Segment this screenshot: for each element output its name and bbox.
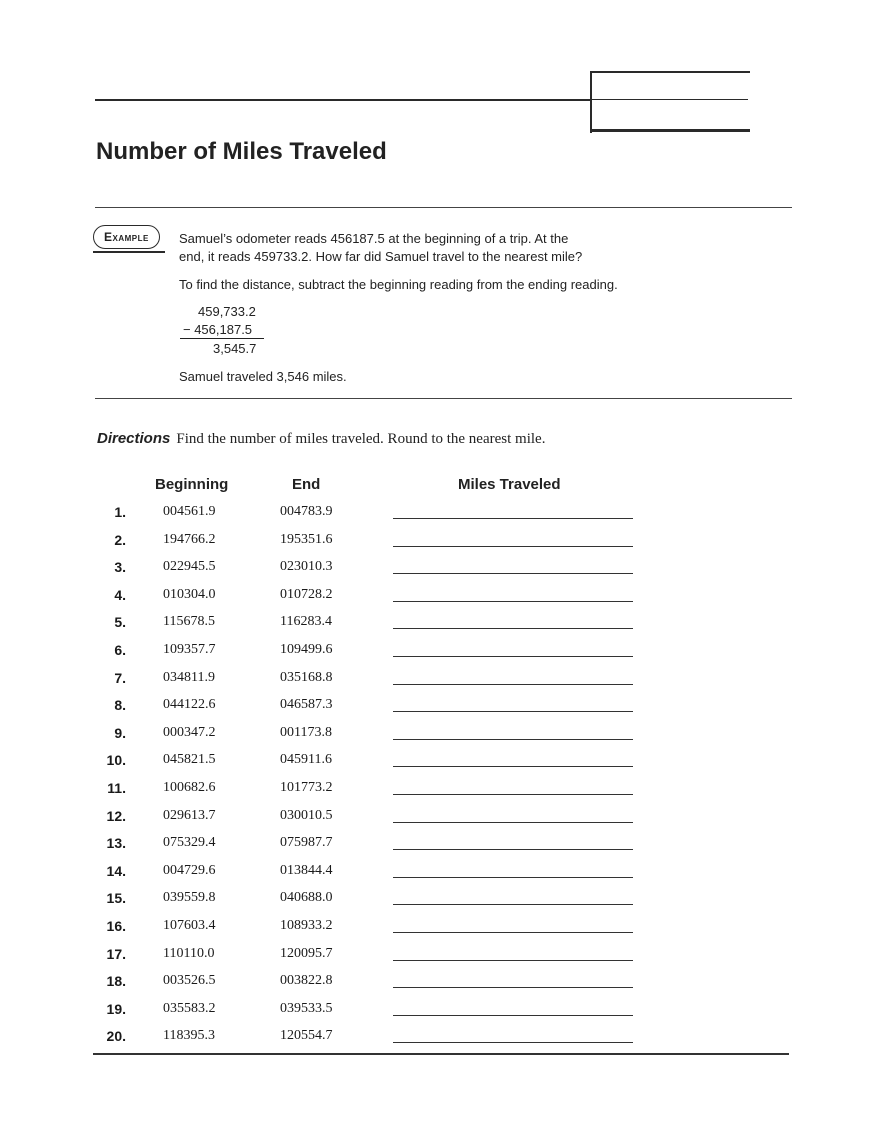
table-row (0, 808, 880, 834)
answer-line[interactable] (393, 1015, 633, 1016)
problem-number: 16. (106, 918, 126, 934)
answer-line[interactable] (393, 987, 633, 988)
beginning-reading: 194766.2 (163, 531, 216, 547)
example-badge-underline (93, 251, 165, 253)
answer-line[interactable] (393, 711, 633, 712)
end-reading: 045911.6 (280, 752, 332, 768)
beginning-reading: 004561.9 (163, 504, 216, 519)
section-rule-top (95, 207, 792, 208)
directions (97, 430, 545, 448)
end-reading: 030010.5 (280, 807, 333, 823)
problem-number: 1. (114, 504, 126, 520)
column-header-end: End (292, 476, 321, 493)
table-row (0, 890, 880, 916)
end-reading: 116283.4 (280, 614, 332, 630)
answer-line[interactable] (393, 849, 633, 850)
answer-line[interactable] (393, 822, 633, 823)
example-method: To find the distance, subtract the beginning reading from the ending reading. (179, 277, 618, 292)
column-header-miles: Miles Traveled (458, 476, 561, 493)
table-row (0, 1028, 880, 1054)
name-box-divider (592, 99, 748, 100)
problem-number: 14. (106, 862, 126, 879)
end-reading: 013844.4 (280, 862, 333, 878)
table-row (0, 614, 880, 640)
end-reading: 195351.6 (280, 531, 333, 547)
problem-number: 7. (114, 669, 126, 686)
beginning-reading: 022945.5 (163, 559, 216, 575)
answer-line[interactable] (393, 656, 633, 657)
end-reading: 101773.2 (280, 780, 333, 795)
footer-rule (93, 1053, 789, 1055)
problem-number: 2. (114, 531, 126, 548)
beginning-reading: 118395.3 (163, 1028, 215, 1044)
answer-line[interactable] (393, 684, 633, 685)
name-box[interactable] (590, 71, 750, 133)
beginning-reading: 004729.6 (163, 862, 216, 878)
answer-line[interactable] (393, 794, 633, 795)
example-difference: 3,545.7 (213, 341, 257, 356)
end-reading: 010728.2 (280, 586, 333, 602)
beginning-reading: 075329.4 (163, 835, 216, 851)
end-reading: 035168.8 (280, 669, 333, 685)
problem-number: 4. (114, 586, 126, 603)
problem-number: 11. (107, 780, 126, 796)
problem-number: 12. (106, 807, 126, 824)
answer-line[interactable] (393, 877, 633, 878)
beginning-reading: 109357.7 (163, 642, 216, 657)
end-reading: 039533.5 (280, 1000, 333, 1016)
beginning-reading: 000347.2 (163, 724, 216, 740)
table-row (0, 973, 880, 999)
end-reading: 004783.9 (280, 504, 333, 519)
beginning-reading: 107603.4 (163, 918, 216, 933)
problem-number: 3. (114, 559, 126, 576)
end-reading: 040688.0 (280, 890, 333, 906)
table-row (0, 559, 880, 585)
beginning-reading: 100682.6 (163, 780, 216, 795)
example-problem-line1: Samuel’s odometer reads 456187.5 at the beginning of a trip. At the (179, 231, 569, 246)
directions-text: Find the number of miles traveled. Round to the nearest mile. (176, 431, 546, 447)
answer-line[interactable] (393, 932, 633, 933)
answer-line[interactable] (393, 628, 633, 629)
problem-number: 17. (106, 945, 126, 962)
end-reading: 120095.7 (280, 945, 333, 961)
end-reading: 046587.3 (280, 697, 333, 713)
example-answer: Samuel traveled 3,546 miles. (179, 369, 347, 384)
table-row (0, 642, 880, 668)
end-reading: 120554.7 (280, 1028, 333, 1044)
answer-line[interactable] (393, 960, 633, 961)
answer-line[interactable] (393, 739, 633, 740)
end-reading: 023010.3 (280, 559, 333, 575)
table-row (0, 918, 880, 944)
name-box-bottom-rule (592, 129, 750, 132)
beginning-reading: 029613.7 (163, 807, 216, 823)
answer-line[interactable] (393, 518, 633, 519)
table-row (0, 780, 880, 806)
answer-line[interactable] (393, 546, 633, 547)
page-title: Number of Miles Traveled (96, 138, 387, 165)
problem-number: 19. (106, 1000, 126, 1017)
problem-number: 5. (114, 614, 126, 631)
answer-line[interactable] (393, 904, 633, 905)
problem-number: 15. (106, 890, 126, 907)
beginning-reading: 010304.0 (163, 586, 216, 602)
example-minuend: 459,733.2 (198, 304, 256, 319)
answer-line[interactable] (393, 766, 633, 767)
end-reading: 108933.2 (280, 918, 333, 933)
end-reading: 001173.8 (280, 724, 332, 740)
table-row (0, 587, 880, 613)
directions-label: Directions (97, 430, 171, 447)
answer-line[interactable] (393, 1042, 633, 1043)
answer-line[interactable] (393, 601, 633, 602)
answer-line[interactable] (393, 573, 633, 574)
example-badge: Example (93, 225, 160, 249)
problem-number: 18. (106, 973, 126, 990)
table-row (0, 752, 880, 778)
end-reading: 003822.8 (280, 973, 333, 989)
example-subtraction-line (180, 338, 264, 339)
table-row (0, 670, 880, 696)
beginning-reading: 044122.6 (163, 697, 216, 713)
problem-number: 6. (114, 642, 126, 658)
table-row (0, 725, 880, 751)
header-rule (95, 99, 590, 101)
table-row (0, 1001, 880, 1027)
beginning-reading: 039559.8 (163, 890, 216, 906)
table-row (0, 946, 880, 972)
problem-number: 13. (106, 835, 126, 852)
section-rule-bottom (95, 398, 792, 399)
example-subtrahend: − 456,187.5 (183, 322, 253, 337)
problem-number: 9. (114, 724, 126, 741)
beginning-reading: 003526.5 (163, 973, 216, 989)
table-row (0, 835, 880, 861)
problem-number: 20. (106, 1028, 126, 1045)
end-reading: 109499.6 (280, 642, 333, 657)
table-row (0, 863, 880, 889)
table-row (0, 532, 880, 558)
problem-number: 8. (114, 697, 126, 714)
problem-number: 10. (106, 752, 126, 769)
example-problem-line2: end, it reads 459733.2. How far did Samuel travel to the nearest mile? (179, 249, 583, 264)
table-row (0, 504, 880, 530)
beginning-reading: 035583.2 (163, 1000, 216, 1016)
beginning-reading: 034811.9 (163, 669, 215, 685)
table-row (0, 697, 880, 723)
column-header-beginning: Beginning (155, 476, 229, 493)
end-reading: 075987.7 (280, 835, 333, 851)
beginning-reading: 115678.5 (163, 614, 215, 630)
beginning-reading: 110110.0 (163, 945, 215, 961)
beginning-reading: 045821.5 (163, 752, 216, 768)
